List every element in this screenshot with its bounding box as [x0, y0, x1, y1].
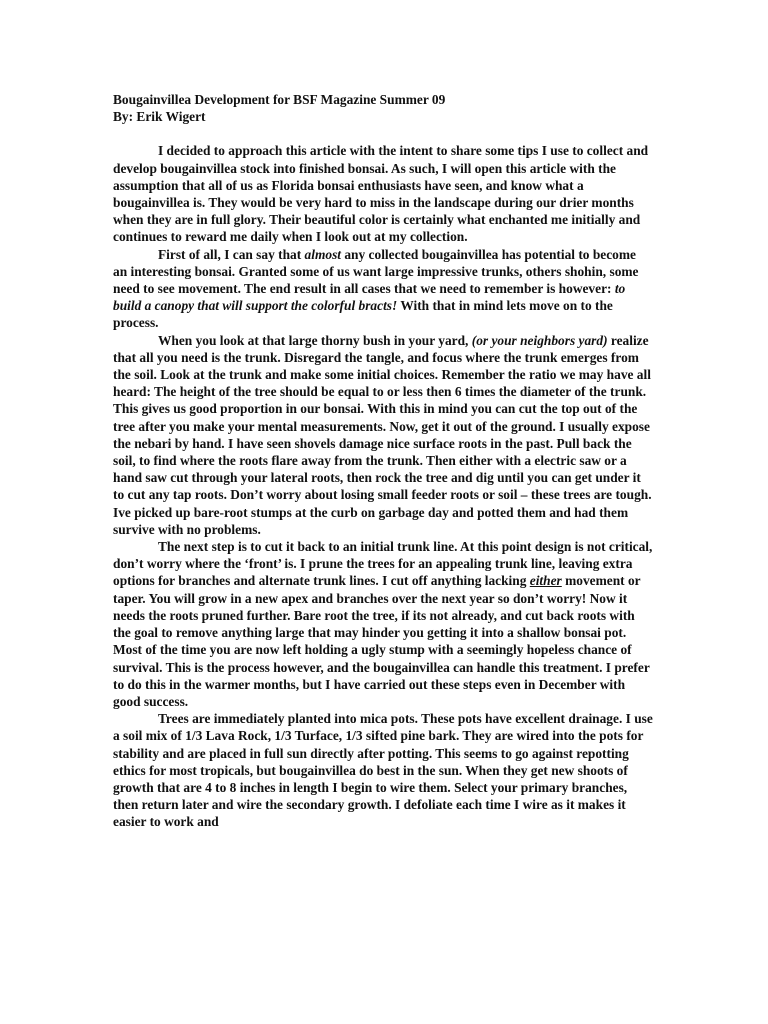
paragraph-text: The next step is to cut it back to an initial trunk line. At this point design is not critical, don’t worry where the ‘front’ is. I prune the trees for an appealing trunk line, leaving extra options for branches and alternate trunk lines. I cut off anything lacking: [113, 539, 653, 589]
document-page: [113, 91, 653, 831]
emphasis-underlined-text: either: [529, 573, 562, 589]
paragraph-text: realize that all you need is the trunk. Disregard the tangle, and focus where the trunk emerges from the soil. Look at the trunk and make some initial choices. Remember the ratio we may have all heard: The height of the tree should be equal to or less then 6 times the diameter of the trunk. This gives us good proportion in our bonsai. With this in mind you can cut the top out of the tree after you make your mental measurements. Now, get it out of the ground. I usually expose the nebari by hand. I have seen shovels damage nice surface roots in the past. Pull back the soil, to find where the roots flare away from the trunk. Then either with a electric saw or a hand saw cut through your lateral roots, then rock the tree and dig until you can get under it to cut any tap roots. Don’t worry about losing small feeder roots or soil – these trees are tough. Ive picked up bare-root stumps at the curb on garbage day and potted them and had them survive with no problems.: [113, 332, 652, 537]
paragraph-text: First of all, I can say that: [158, 246, 305, 262]
paragraph-potting: [113, 710, 653, 830]
emphasis-text: (or your neighbors yard): [471, 332, 608, 348]
paragraph-intro: [113, 142, 653, 245]
paragraph-text: movement or taper. You will grow in a new apex and branches over the next year so don’t worry! Now it needs the roots pruned further. Bare root the tree, if its not already, and cut back roots with the goal to remove anything large that may hinder you getting it into a shallow bonsai pot. Most of the time you are now left holding a ugly stump with a seemingly hopeless chance of survival. This is the process however, and the bougainvillea can handle this treatment. I prefer to do this in the warmer months, but I have carried out these steps even in December with good success.: [113, 573, 650, 709]
paragraph-text: any collected bougainvillea has potential to become an interesting bonsai. Granted some of us want large impressive trunks, others shohin, some need to see movement. The end result in all cases that we need to remember is however:: [113, 246, 639, 297]
document-title: Bougainvillea Development for BSF Magazine Summer 09: [113, 92, 446, 107]
paragraph-text: Trees are immediately planted into mica pots. These pots have excellent drainage. I use a soil mix of 1/3 Lava Rock, 1/3 Turface, 1/3 sifted pine bark. They are wired into the pots for stability and are placed in full sun directly after potting. This seems to go against repotting ethics for most tropicals, but bougainvillea do best in the sun. When they get new shoots of growth that are 4 to 8 inches in length I begin to wire them. Select your primary branches, then return later and wire the secondary growth. I defoliate each time I wire as it makes it easier to work and: [113, 711, 653, 830]
paragraph-text: I decided to approach this article with the intent to share some tips I use to collect and develop bougainvillea stock into finished bonsai. As such, I will open this article with the assumption that all of us as Florida bonsai enthusiasts have seen, and know what a bougainvillea is. They would be very hard to miss in the landscape during our drier months when they are in full glory. Their beautiful color is certainly what enchanted me initially and continues to reward me daily when I look out at my collection.: [113, 143, 649, 245]
paragraph-text: When you look at that large thorny bush in your yard,: [158, 332, 472, 348]
paragraph-trunk-line: [113, 538, 653, 710]
paragraph-collecting: [113, 332, 653, 538]
byline: By: Erik Wigert: [113, 109, 206, 125]
spacer: [113, 125, 653, 142]
paragraph-text: With that in mind lets move on to the process.: [113, 298, 613, 331]
emphasis-text: to build a canopy that will support the colorful bracts!: [113, 281, 626, 314]
paragraph-potential: [113, 246, 653, 332]
emphasis-text: almost: [304, 246, 342, 262]
